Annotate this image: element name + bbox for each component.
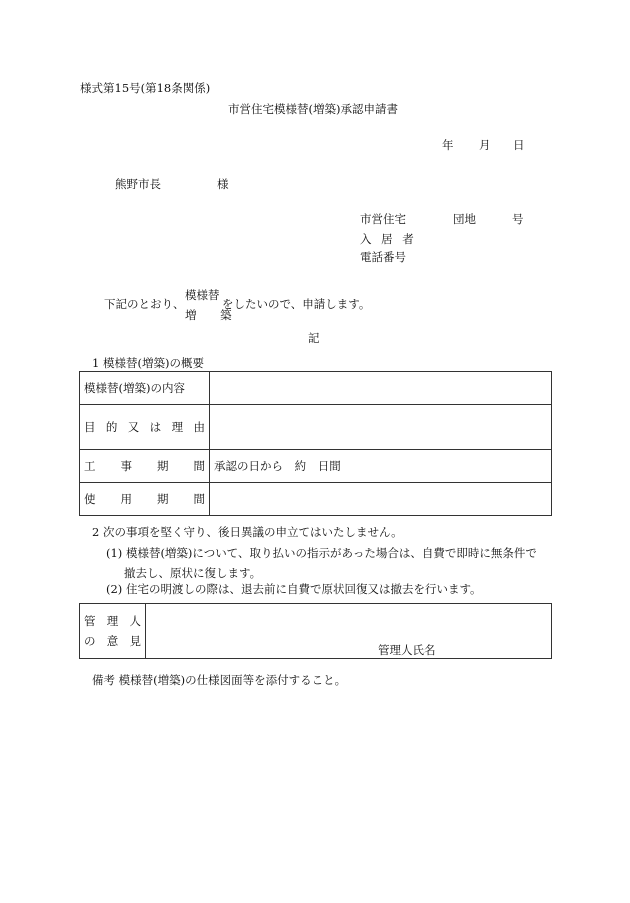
table-row	[80, 450, 552, 483]
intro-after: をしたいので、申請します。	[222, 297, 371, 311]
row-label-content	[80, 372, 210, 405]
intro-option-zochiku: 増 築	[185, 308, 242, 322]
label-char: 使	[84, 492, 96, 506]
date-day-label: 日	[513, 138, 525, 152]
date-year-label: 年	[442, 138, 454, 152]
row-label-construction-period	[80, 450, 210, 483]
row-value-purpose[interactable]	[210, 405, 552, 450]
label-char: 的	[105, 420, 118, 434]
label-text: 模様替(増築)の内容	[84, 381, 185, 395]
label-char: 人	[129, 614, 141, 628]
label-char: 見	[129, 634, 141, 648]
label-char: 事	[120, 459, 132, 473]
label-char: 理	[171, 420, 184, 434]
overview-table	[79, 371, 552, 516]
ki-heading: 記	[308, 331, 320, 345]
section2-item1-line2: 撤去し、原状に復します。	[124, 566, 262, 580]
label-char: の	[84, 634, 96, 648]
opinion-body[interactable]	[146, 604, 552, 659]
table-row	[80, 483, 552, 516]
addressee-name: 熊野市長	[115, 177, 161, 191]
applicant-resident-label: 入 居 者	[360, 232, 417, 246]
form-number: 様式第15号(第18条関係)	[80, 81, 211, 95]
manager-name-label: 管理人氏名	[378, 643, 436, 657]
manager-opinion-table	[79, 603, 552, 659]
label-char: 工	[84, 459, 96, 473]
section1-heading: 1 模様替(増築)の概要	[92, 356, 204, 370]
label-char: 期	[157, 492, 169, 506]
label-char: 又	[127, 420, 140, 434]
addressee-suffix: 様	[217, 177, 229, 191]
intro-before: 下記のとおり、	[104, 297, 185, 311]
section2-heading: 2 次の事項を堅く守り、後日異議の申立てはいたしません。	[92, 525, 403, 539]
row-label-use-period	[80, 483, 210, 516]
label-char: 意	[106, 634, 119, 648]
label-char: 理	[106, 614, 119, 628]
label-char: 管	[84, 614, 96, 628]
table-row	[80, 372, 552, 405]
label-char: は	[149, 420, 162, 434]
label-char: 由	[193, 420, 205, 434]
row-label-purpose	[80, 405, 210, 450]
label-char: 期	[157, 459, 169, 473]
row-value-construction-period[interactable]: 承認の日から 約 日間	[210, 450, 552, 483]
opinion-label	[80, 604, 146, 659]
applicant-danchi-label: 団地	[453, 212, 476, 226]
applicant-go-label: 号	[512, 212, 524, 226]
remarks: 備考 模様替(増築)の仕様図面等を添付すること。	[92, 673, 347, 687]
applicant-address-label: 市営住宅	[360, 212, 406, 226]
label-char: 用	[120, 492, 132, 506]
label-char: 目	[84, 420, 96, 434]
applicant-phone-label: 電話番号	[360, 250, 406, 264]
row-value-content[interactable]	[210, 372, 552, 405]
table-row	[80, 604, 552, 659]
section2-item1-line1: (1) 模様替(増築)について、取り払いの指示があった場合は、自費で即時に無条件で	[106, 546, 537, 560]
label-char: 間	[193, 492, 205, 506]
table-row	[80, 405, 552, 450]
document-title: 市営住宅模様替(増築)承認申請書	[228, 102, 398, 116]
label-char: 間	[193, 459, 205, 473]
section2-item2: (2) 住宅の明渡しの際は、退去前に自費で原状回復又は撤去を行います。	[106, 582, 482, 596]
date-month-label: 月	[479, 138, 491, 152]
row-value-use-period[interactable]	[210, 483, 552, 516]
intro-option-moyogae: 模様替	[185, 288, 220, 302]
